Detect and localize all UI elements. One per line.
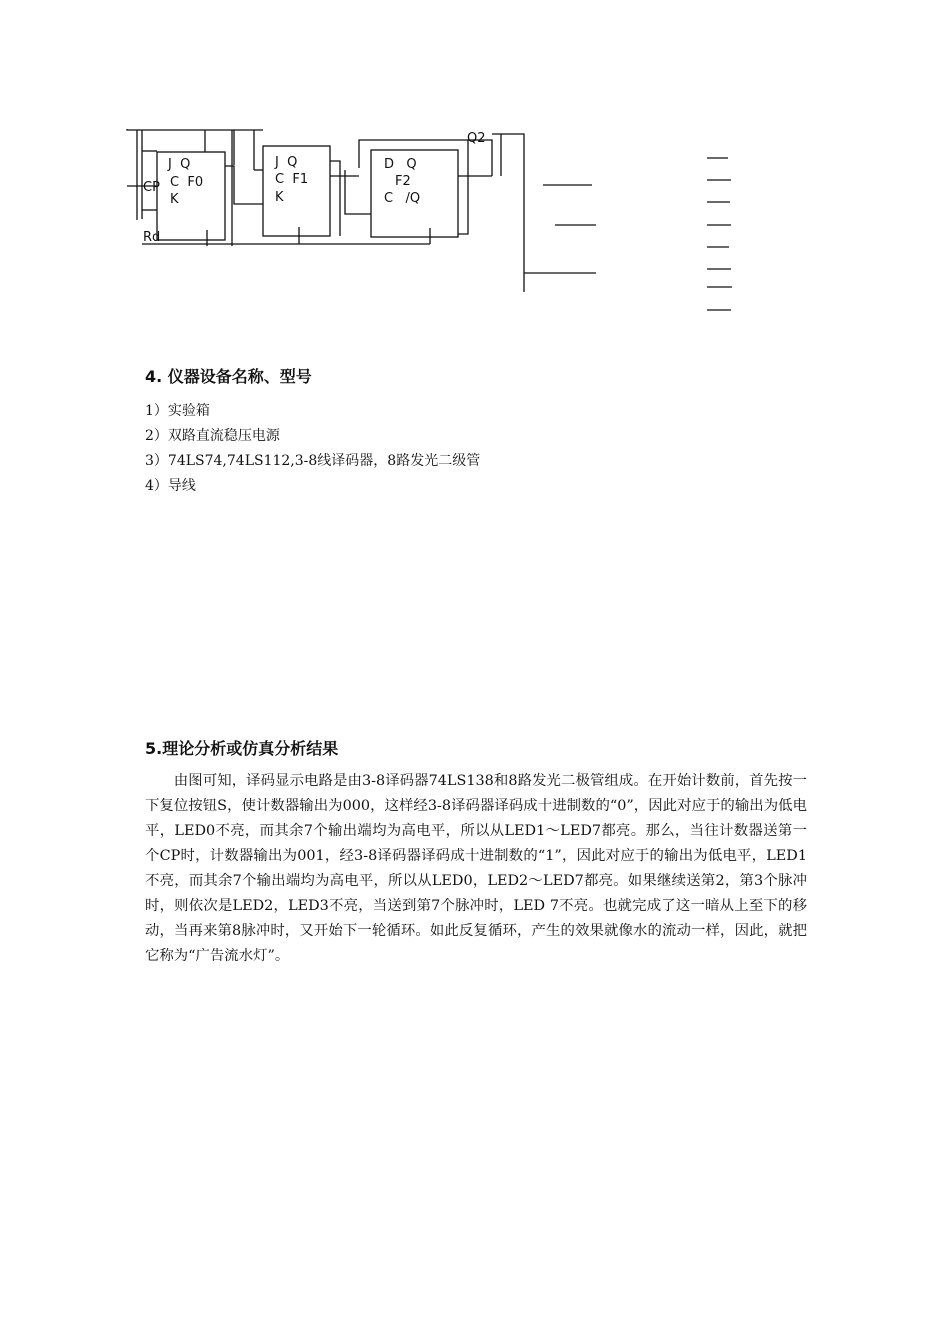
rd-label: Rd bbox=[143, 230, 161, 245]
equipment-list bbox=[145, 399, 480, 499]
list-item: 2）双路直流稳压电源 bbox=[145, 428, 280, 444]
ff2-row1: D Q bbox=[384, 157, 417, 172]
analysis-paragraph: 由图可知，译码显示电路是由3-8译码器74LS138和8路发光二极管组成。在开始计数前，首先按一下复位按钮S，使计数器输出为000，这样经3-8译码器译码成十进制数的“0”，因此对应于的输出为低电平，LED0不亮，而其余7个输出端均为高电平，所以从LED1～LED7都亮。那么，当往计数器送第一个CP时，计数器输出为001，经3-8译码器译码成十进制数的“1”，因此对应于的输出为低电平，LED1不亮，而其余7个输出端均为高电平，所以从LED0，LED2～LED7都亮。如果继续送第2，第3个脉冲时，则依次是LED2，LED3不亮，当送到第7个脉冲时，LED 7不亮。也就完成了这一暗从上至下的移动，当再来第8脉冲时，又开始下一轮循环。如此反复循环，产生的效果就像水的流动一样，因此，就把它称为“广告流水灯”。 bbox=[145, 773, 807, 964]
ff1-row1: J Q bbox=[275, 155, 298, 170]
q2-label: Q2 bbox=[467, 131, 486, 146]
ff0-row2: C F0 bbox=[170, 175, 204, 190]
list-item: 3）74LS74,74LS112,3-8线译码器，8路发光二级管 bbox=[145, 453, 481, 469]
ff0-row3: K bbox=[170, 192, 179, 207]
cp-label: CP bbox=[143, 180, 160, 195]
ff1-row2: C F1 bbox=[275, 172, 309, 187]
circuit-diagram bbox=[0, 0, 950, 330]
ff2-row2: F2 bbox=[395, 174, 411, 189]
list-item: 4）导线 bbox=[145, 478, 196, 494]
section-4-heading: 4. 仪器设备名称、型号 bbox=[145, 367, 312, 386]
ff1-row3: K bbox=[275, 190, 284, 205]
section-5-heading: 5.理论分析或仿真分析结果 bbox=[145, 739, 339, 758]
list-item: 1）实验箱 bbox=[145, 403, 210, 419]
ff0-row1: J Q bbox=[168, 157, 191, 172]
ff2-row3: C /Q bbox=[384, 191, 421, 206]
